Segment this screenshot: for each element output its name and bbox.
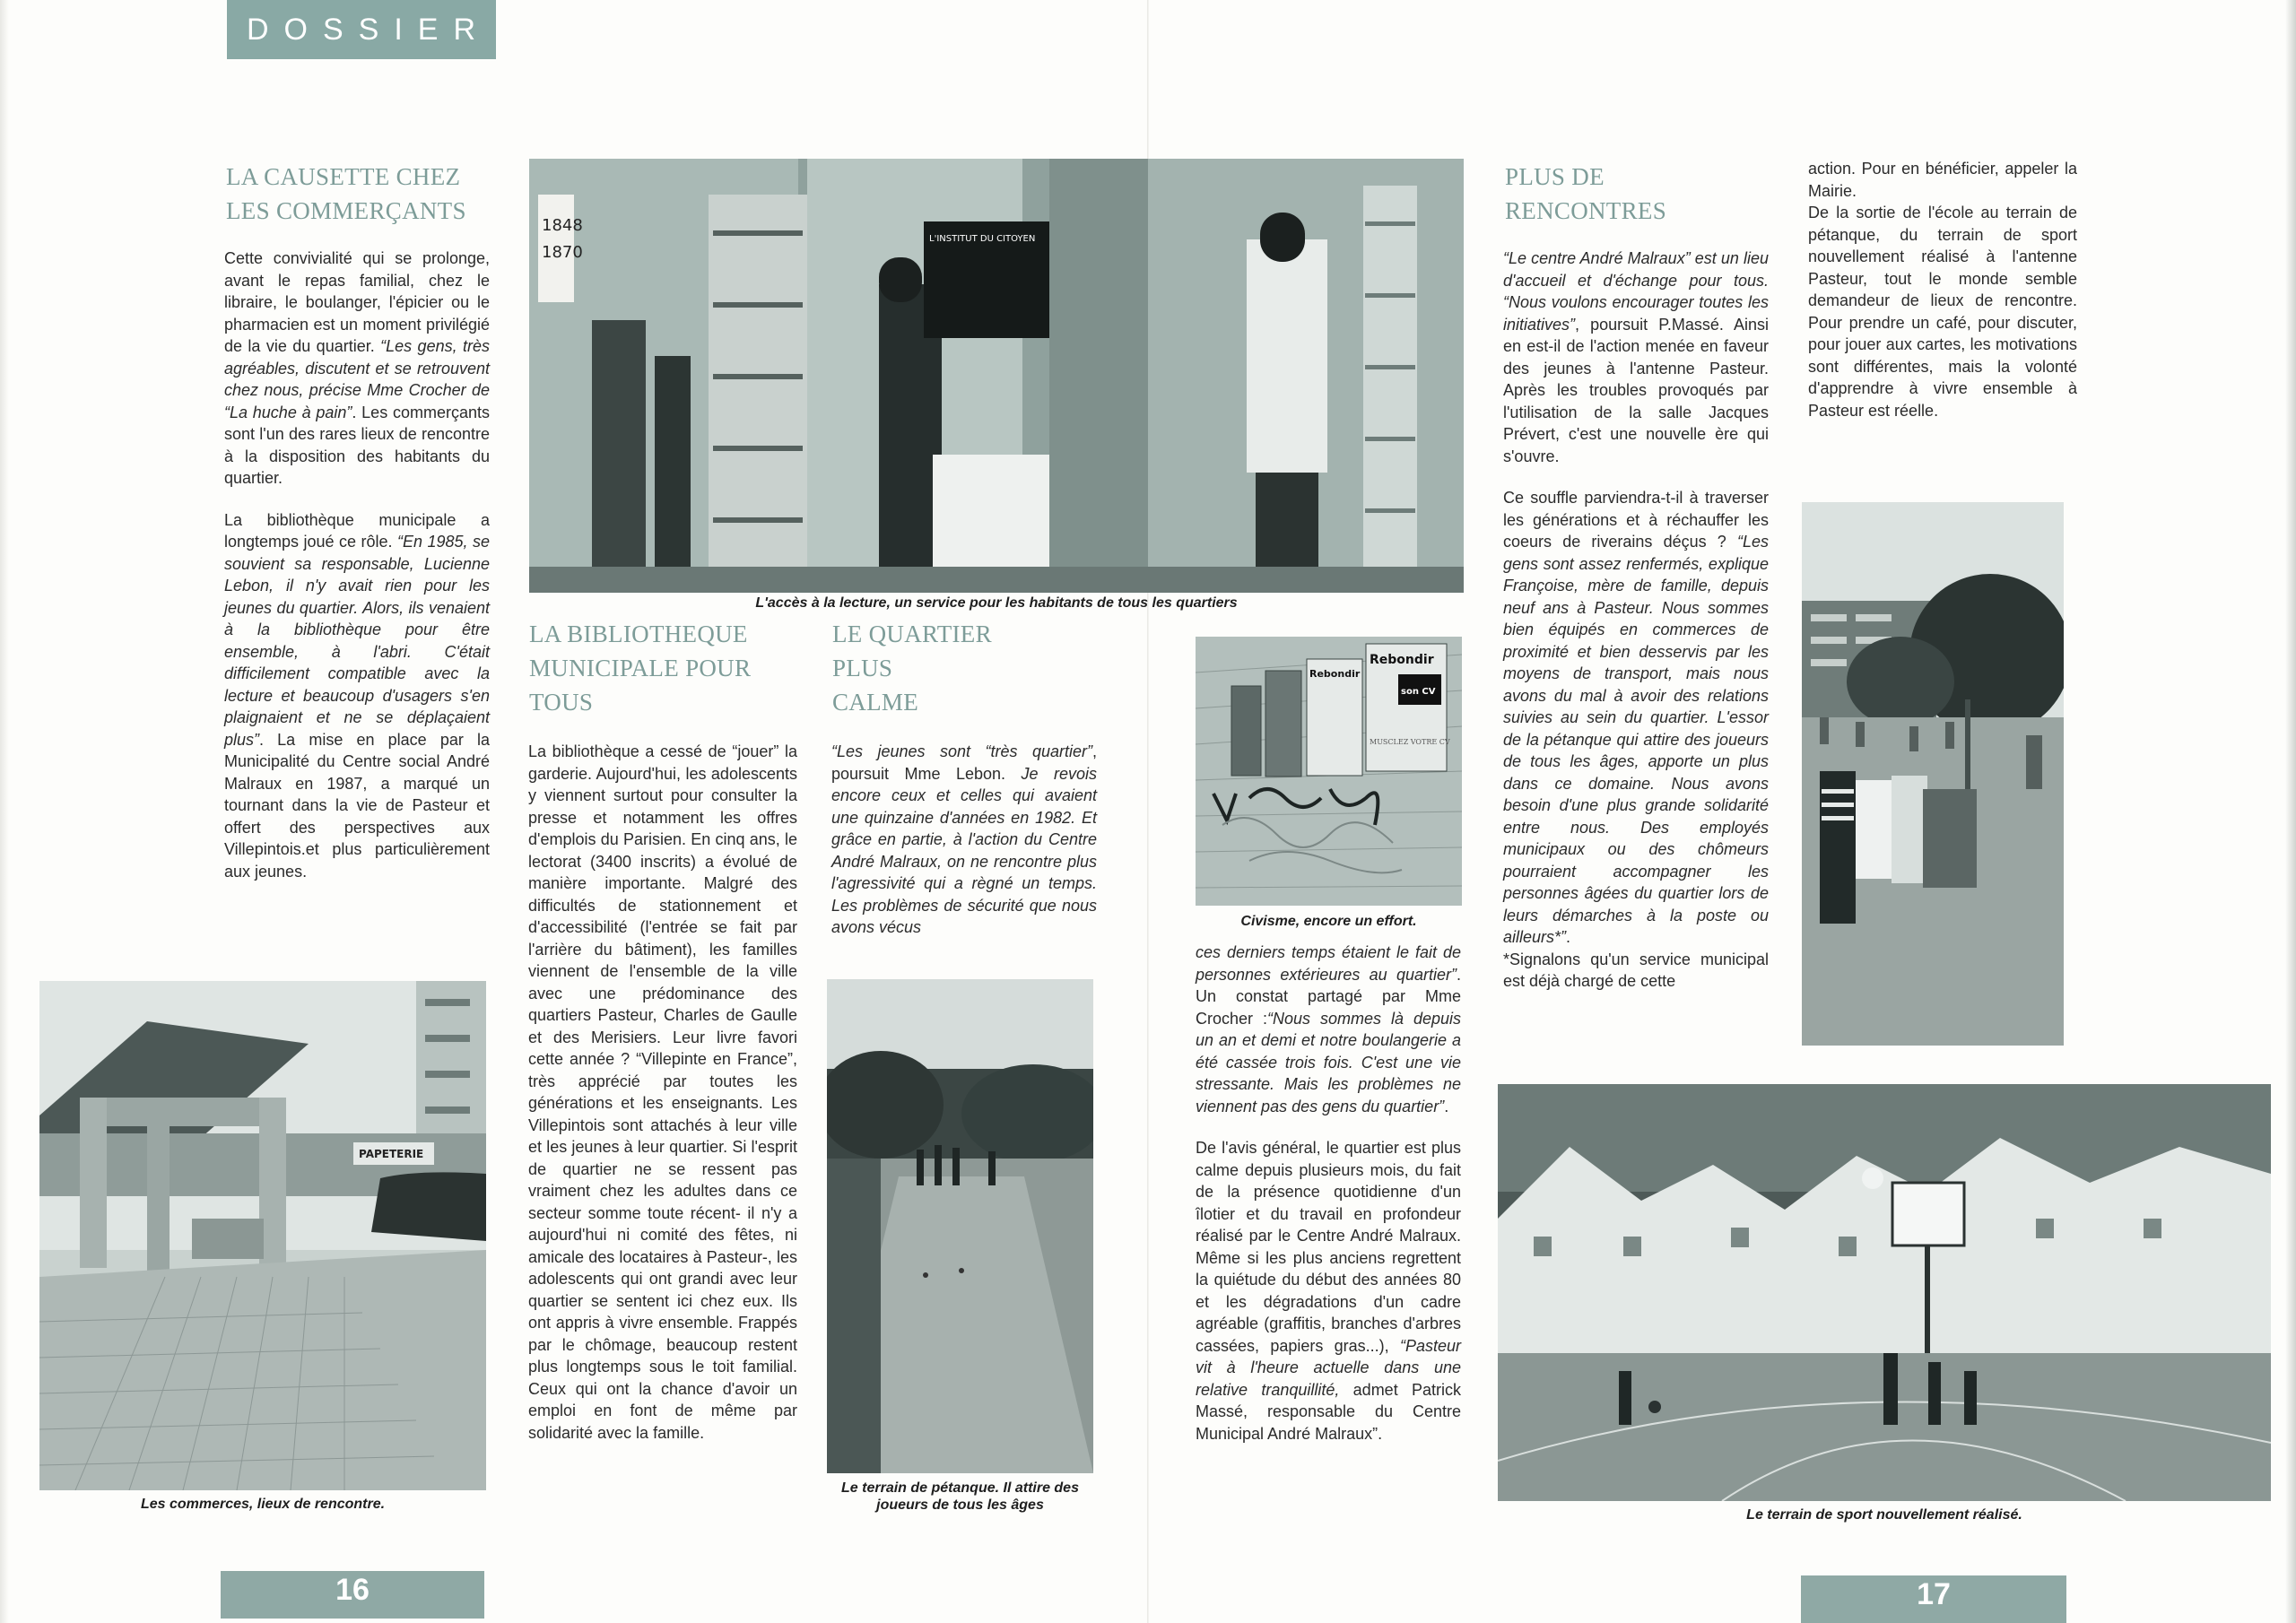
column-rencontres-1 — [1503, 247, 1769, 993]
poster-cv: son CV — [1401, 687, 1436, 697]
heading-line: PLUS — [832, 655, 893, 681]
poster-title: Rebondir — [1309, 668, 1361, 680]
paragraph — [1196, 1137, 1461, 1445]
text-run: Ce souffle parviendra-t-il à traverser les générations et à réchauffer les coeurs de riverains déçus ? — [1503, 489, 1769, 551]
text-run: , poursuit P.Massé. Ainsi en est-il de l'action menée en faveur des jeunes à l'antenne Pasteur. Après les troubles provoqués par l'utilisation de la salle Jacques Prévert, c'est une nouvelle ère qui s'ouvre. — [1503, 315, 1769, 465]
caption-commerces: Les commerces, lieux de rencontre. — [140, 1497, 386, 1512]
page-edge-right — [2285, 0, 2296, 1623]
text-run: . — [1566, 928, 1571, 946]
caption-library: L'accès à la lecture, un service pour les habitants de tous les quartiers — [755, 595, 1238, 611]
page-number-left — [221, 1571, 484, 1619]
text-run: La bibliothèque municipale a longtemps joué ce rôle. — [224, 510, 490, 551]
heading-line: CALME — [832, 689, 918, 716]
photo-sport — [1498, 1084, 2271, 1501]
quote-run: Je revois encore ceux et celles qui avaient une quinzaine d'années en 1982. Et grâce en partie, à l'action du Centre André Malraux, on ne rencontre plus l'agressivité qui a règné un temps. Les problèmes de sécurité que nous avons vécus — [831, 764, 1097, 936]
photo-commerces — [39, 981, 486, 1490]
paragraph: De la sortie de l'école au terrain de pétanque, du terrain de sport nouvellement réalisé à l'antenne Pasteur, tout le monde semble demandeur de lieux de rencontre. Pour prendre un café, pour discuter, pour jouer aux cartes, les motivations sont différentes, mais la volonté d'apprendre à vivre ensemble à Pasteur est réelle. — [1808, 204, 2077, 420]
photo-petanque — [827, 979, 1093, 1473]
footnote: *Signalons qu'un service municipal est déjà chargé de cette — [1503, 950, 1769, 990]
page-number-text: 17 — [1917, 1577, 1951, 1611]
shop-sign-text: PAPETERIE — [359, 1148, 424, 1160]
text-run: . Les commerçants sont l'un des rares lieux de rencontre à la disposition des habitants du quartier. — [224, 403, 490, 487]
column-causette — [224, 247, 490, 902]
text-run: . Un constat partagé par Mme Crocher : — [1196, 965, 1461, 1028]
heading-line: TOUS — [529, 689, 594, 716]
quote-run: “Les gens, très agréables, discutent et se retrouvent chez nous, précise Mme Crocher de “La huche à pain” — [224, 337, 491, 421]
column-rencontres-2 — [1808, 158, 2077, 441]
petanque-photo-graphic — [827, 979, 1093, 1473]
heading-line: LES COMMERÇANTS — [226, 197, 466, 224]
car — [371, 1172, 486, 1241]
page-number-right — [1801, 1575, 2066, 1623]
heading-calme — [832, 617, 1101, 719]
heading-line: LA CAUSETTE CHEZ — [226, 163, 461, 190]
heading-line: MUNICIPALE POUR — [529, 655, 752, 681]
paragraph — [1503, 487, 1769, 949]
children-photo-graphic — [1802, 502, 2064, 1046]
library-poster-text: L'INSTITUT DU CITOYEN — [929, 234, 1036, 244]
column-calme-2 — [1196, 942, 1461, 1464]
quote-run: ces derniers temps étaient le fait de personnes extérieures au quartier” — [1196, 943, 1461, 984]
paragraph — [1196, 942, 1461, 1117]
heading-causette — [226, 160, 495, 228]
basketball-backboard — [1892, 1183, 1964, 1245]
quote-run: “Nous sommes là depuis un an et demi et notre boulangerie a été cassée trois fois. C'est une vie stressante. Mais les problèmes ne viennent pas des gens du quartier” — [1196, 1009, 1461, 1115]
paragraph — [1503, 247, 1769, 467]
sport-photo-graphic — [1498, 1084, 2271, 1501]
quote-run: “Pasteur vit à l'heure actuelle dans une relative tranquillité, — [1196, 1336, 1461, 1399]
heading-line: LA BIBLIOTHEQUE — [529, 621, 748, 647]
heading-rencontres — [1505, 160, 1774, 228]
paragraph: La bibliothèque a cessé de “jouer” la garderie. Aujourd'hui, les adolescents y viennent surtout pour consulter la presse et notamment les offres d'emplois du Parisien. En cinq ans, le lectorat (3400 inscrits) a évolué de manière importante. Malgré des difficultés de stationnement et d'accessibilité (l'entrée se fait par l'arrière du bâtiment), les familles viennent de l'ensemble de la ville avec une prédominance des quartiers Pasteur, Charles de Gaulle et des Merisiers. Leur livre favori cette année ? “Villepinte en France”, très apprécié par toutes les générations et les enseignants. Les Villepintois sont attachés à leur ville et les jeunes à leur quartier. Si l'esprit de quartier ne se ressent pas vraiment chez les adultes dans ce secteur somme toute récent- il n'y a aujourd'hui ni comité des fêtes, ni amicale des locataires à Pasteur-, les adolescents qui ont grandi avec leur quartier se sentent ici chez eux. Ils ont appris à vivre ensemble. Frappés par le chômage, beaucoup restent plus longtemps sous le toit familial. Ceux qui ont la chance d'avoir un emploi en font de même par solidarité avec la famille. — [528, 742, 797, 1442]
caption-civisme: Civisme, encore un effort. — [1240, 914, 1417, 929]
text-run: De l'avis général, le quartier est plus calme depuis plusieurs mois, du fait de la présence quotidienne d'un îlotier et du travail en profondeur réalisé par le Centre André Malraux. Même si les plus anciens regrettent la quiétude du début des années 80 et les dégradations d'un cadre agréable (graffitis, branches d'arbres cassées, papiers gras...), — [1196, 1139, 1461, 1355]
civisme-photo-graphic — [1196, 637, 1462, 906]
library-photo-graphic — [529, 159, 1464, 593]
caption-petanque: Le terrain de pétanque. Il attire des joueurs de tous les âges — [841, 1480, 1079, 1513]
photo-library — [529, 159, 1464, 593]
quote-run: “Les gens sont assez renfermés, explique Françoise, mère de famille, depuis neuf ans à Pasteur. Nous sommes bien équipés en commerces de proximité et bien desservis par les moyens de transport, mais nous avons du mal à avoir des relations suivies au sein du quartier. L'essor de la pétanque qui attire des joueurs de tous les âges, apporte un plus dans ce domaine. Nous avons besoin d'une plus grande solidarité entre nous. Des employés municipaux ou des chômeurs pourraient accompagner les personnes âgées du quartier lors de leurs démarches à la poste ou ailleurs*” — [1503, 533, 1769, 946]
section-tab — [227, 0, 496, 59]
paragraph: action. Pour en bénéficier, appeler la Mairie. — [1808, 160, 2077, 200]
text-run: admet Patrick Massé, responsable du Centre Municipal André Malraux”. — [1196, 1380, 1461, 1443]
caption-sport: Le terrain de sport nouvellement réalisé. — [1746, 1507, 2022, 1523]
quote-run: “Les jeunes sont “très quartier” — [831, 742, 1092, 760]
photo-civisme — [1196, 637, 1462, 906]
quote-run: “Le centre André Malraux” est un lieu d'accueil et d'échange pour tous. “Nous voulons encourager toutes les initiatives” — [1503, 249, 1769, 334]
heading-line: RENCONTRES — [1505, 197, 1667, 224]
text-run: . La mise en place par la Municipalité du Centre social André Malraux en 1987, a marqué un tournant dans la vie de Pasteur et offert des perspectives aux Villepintois.et plus particulièrement aux jeunes. — [224, 730, 490, 881]
text-run: . — [1444, 1097, 1449, 1115]
section-label: DOSSIER — [247, 12, 491, 47]
page-edge-left — [0, 0, 9, 1623]
quote-run: “En 1985, se souvient sa responsable, Lucienne Lebon, il n'y avait rien pour les jeunes du quartier. Alors, ils venaient à la bibliothèque pour être ensemble, à l'abri. C'était difficilement compatible avec la lecture et beaucoup d'usagers s'en plaignaient et ne se déplaçaient plus” — [224, 533, 490, 749]
photo-children — [1802, 502, 2064, 1046]
paragraph — [224, 247, 490, 490]
paragraph — [831, 741, 1097, 939]
library-sign-date: 1870 — [542, 243, 583, 262]
heading-line: PLUS DE — [1505, 163, 1605, 190]
column-bibliotheque — [528, 741, 797, 1463]
poster-slogan: MUSCLEZ VOTRE CV — [1370, 738, 1450, 746]
heading-bibliotheque — [529, 617, 816, 719]
column-calme-1 — [831, 741, 1097, 959]
text-run: , poursuit Mme Lebon. — [831, 742, 1097, 783]
poster-title: Rebondir — [1370, 653, 1434, 667]
page-number-text: 16 — [335, 1573, 370, 1607]
library-sign-date: 1848 — [542, 216, 583, 235]
heading-line: LE QUARTIER — [832, 621, 992, 647]
commerces-photo-graphic — [39, 981, 486, 1490]
paragraph — [224, 509, 490, 883]
text-run: Cette convivialité qui se prolonge, avant le repas familial, chez le libraire, le boulanger, l'épicier ou le pharmacien est un moment privilégié de la vie du quartier. — [224, 249, 490, 355]
